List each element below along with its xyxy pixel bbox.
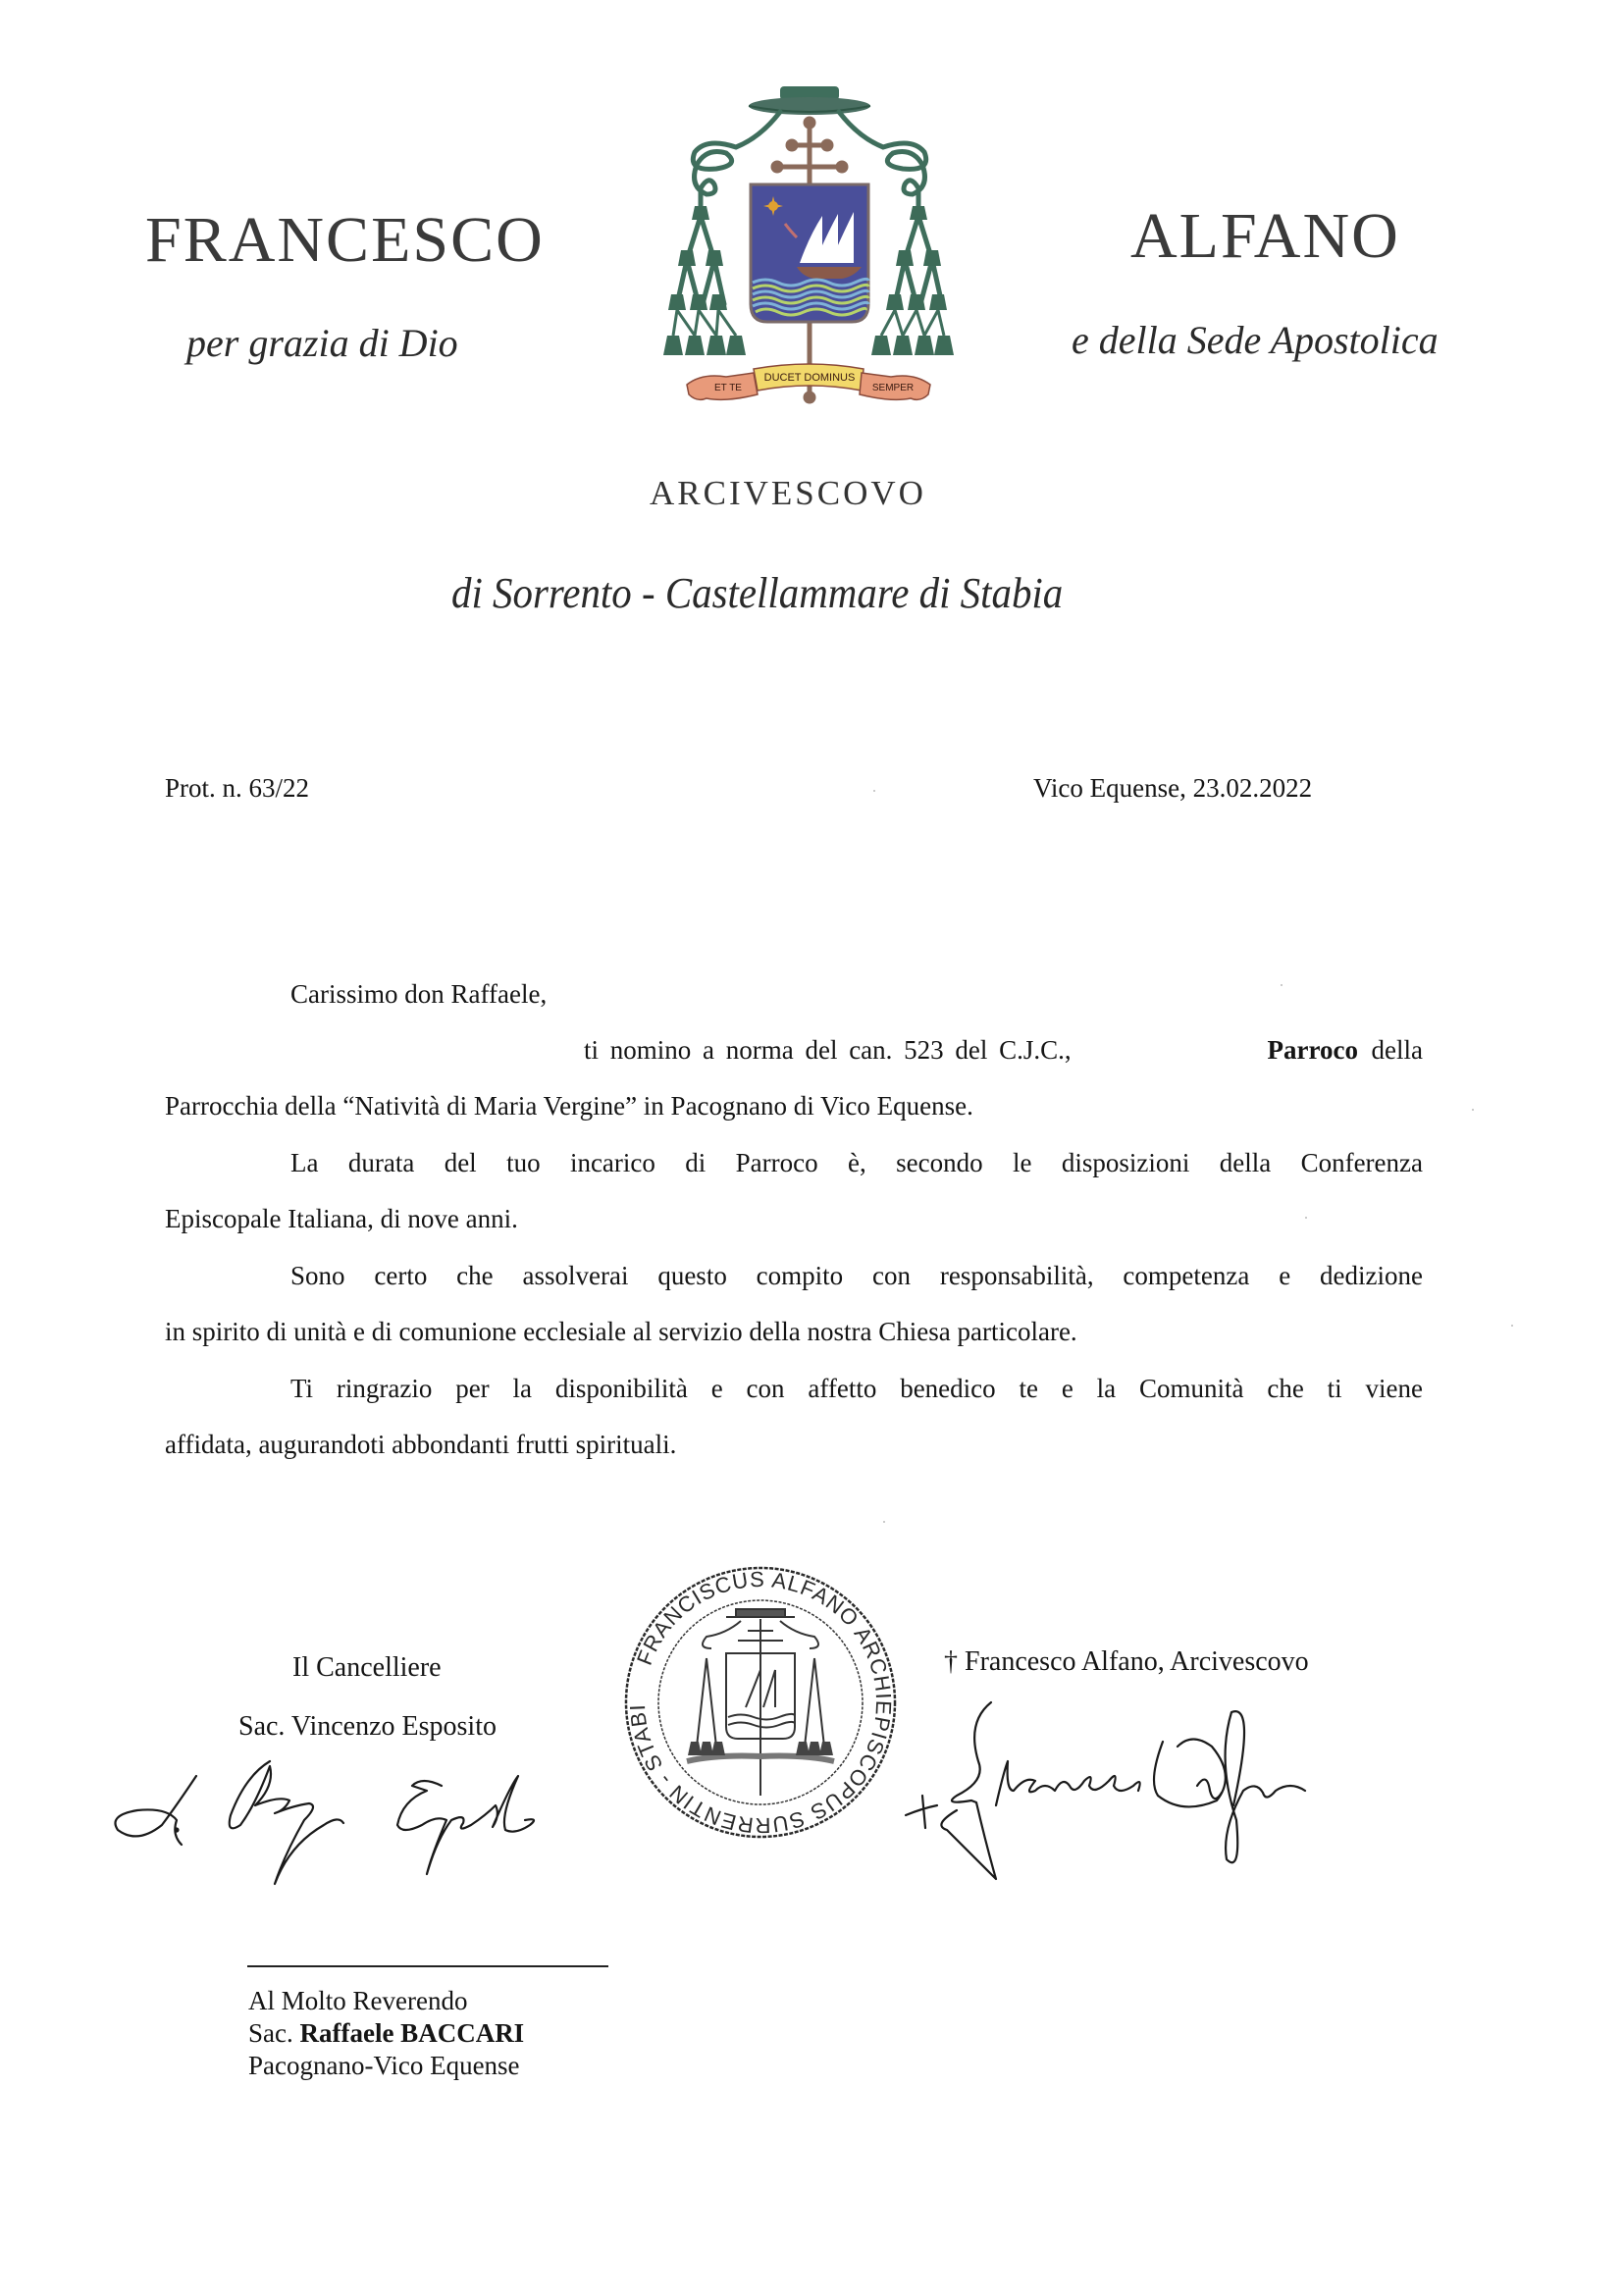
addressee-divider [247, 1965, 608, 1967]
addressee-name: Raffaele BACCARI [299, 2018, 525, 2048]
p4-line2: affidata, augurandoti abbondanti frutti spirituali. [165, 1430, 677, 1459]
letterhead-diocese: di Sorrento - Castellammare di Stabia [451, 569, 1064, 617]
addressee-line1: Al Molto Reverendo [248, 1986, 468, 2015]
seal-text-path: FRANCISCUS ALFANO ARCHIEPISCOPUS SURRENTIN - STABIEN [609, 1540, 897, 1839]
chancellor-signature [108, 1747, 579, 1894]
archdiocese-seal [609, 1540, 903, 1845]
scan-speck [1472, 1109, 1474, 1111]
letterhead-by-grace: per grazia di Dio [186, 321, 458, 365]
p1-line1-post: della [1371, 1035, 1423, 1065]
p1-line1-text: ti nomino a norma del can. 523 del C.J.C., [584, 1035, 1072, 1065]
scan-speck [873, 790, 875, 792]
p2-line1: La durata del tuo incarico di Parroco è, secondo le disposizioni della Conferenza [290, 1148, 1423, 1177]
chancellor-role: Il Cancelliere [292, 1652, 442, 1683]
p3-line2: in spirito di unità e di comunione ecclesiale al servizio della nostra Chiesa particolare. [165, 1317, 1077, 1346]
motto-left: ET TE [714, 383, 742, 393]
scan-speck [883, 1521, 885, 1523]
salutation: Carissimo don Raffaele, [290, 979, 548, 1009]
scan-speck [1305, 1217, 1307, 1219]
p3-line1: Sono certo che assolverai questo compito con responsabilità, competenza e dedizione [290, 1261, 1423, 1290]
motto-right: SEMPER [871, 383, 915, 393]
addressee-line3: Pacognano-Vico Equense [248, 2051, 520, 2080]
seal-coat-of-arms-icon [687, 1609, 834, 1796]
scan-speck [1281, 984, 1283, 986]
shield-icon [751, 184, 868, 322]
letterhead-title: ARCIVESCOVO [650, 474, 926, 512]
p4-line1: Ti ringrazio per la disponibilità e con affetto benedico te e la Comunità che ti viene [290, 1374, 1423, 1403]
scan-speck [1511, 1325, 1513, 1327]
letterhead-by-see: e della Sede Apostolica [1072, 318, 1439, 362]
addressee-title: Sac. [248, 2018, 293, 2048]
p1-line1 [584, 1037, 1423, 1064]
motto-center: DUCET DOMINUS [763, 372, 856, 384]
parroco-bold: Parroco [1267, 1035, 1359, 1065]
coat-of-arms-emblem [667, 78, 952, 407]
p1-line1-tail [1268, 1037, 1423, 1064]
archbishop-signature [898, 1683, 1339, 1884]
letterhead-first-name: FRANCESCO [145, 204, 545, 276]
chancellor-name: Sac. Vincenzo Esposito [238, 1711, 497, 1742]
p2-line2: Episcopale Italiana, di nove anni. [165, 1204, 518, 1233]
protocol-number: Prot. n. 63/22 [165, 773, 310, 803]
addressee-line2 [248, 2020, 524, 2047]
letterhead-last-name: ALFANO [1130, 200, 1400, 272]
galero-hat-icon [749, 86, 870, 115]
archbishop-label: † Francesco Alfano, Arcivescovo [944, 1646, 1309, 1677]
p1-line2: Parrocchia della “Natività di Maria Vergine” in Pacognano di Vico Equense. [165, 1091, 973, 1121]
place-and-date: Vico Equense, 23.02.2022 [1033, 773, 1313, 803]
